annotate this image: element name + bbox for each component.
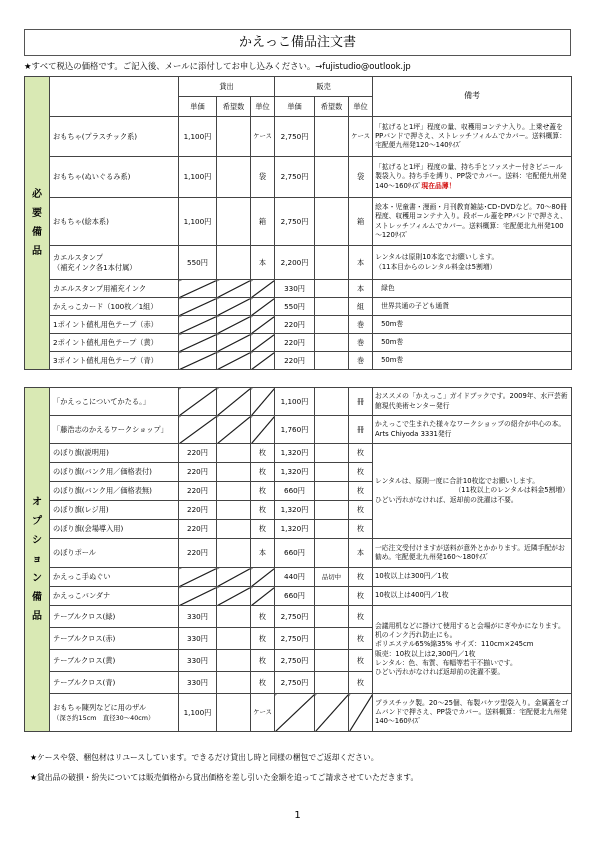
price-notice: ★すべて税込の価格です。ご記入後、メールに添付してお申し込みください。→fujistudio@outlook.jp [24,61,411,71]
remarks-text: レンタルは原則10本迄でお願いします。 [375,253,499,262]
header-rental-unit: 単位 [251,97,275,117]
sale-unit: 本 [349,280,373,298]
item-name: カエルスタンプ用補充インク [50,280,179,298]
sale-qty-cell[interactable] [315,672,349,694]
rental-na-cell [217,316,251,334]
sale-qty-cell[interactable] [315,463,349,482]
sale-price: 1,320円 [275,463,315,482]
footer-note-reuse: ★ケースや袋、梱包材はリユースしています。できるだけ貸出し時と同様の梱包でご返却ください。 [30,753,379,762]
remarks [373,246,572,280]
category-char: プ [32,516,42,527]
remarks: 50m巻 [373,334,572,352]
rental-price: 1,100円 [179,157,217,198]
rental-na-cell [251,416,275,444]
rental-price: 330円 [179,650,217,672]
sale-price: 1,320円 [275,520,315,539]
rental-price: 220円 [179,539,217,568]
sale-unit: 枚 [349,444,373,463]
sale-qty-cell[interactable] [315,198,349,246]
rental-unit: 本 [251,539,275,568]
remarks: 50m巻 [373,316,572,334]
item-name: かえっこ手ぬぐい [50,568,179,587]
item-name: のぼり旗(バンク用／価格表無) [50,482,179,501]
rental-qty-cell[interactable] [217,606,251,628]
table-row [25,352,572,370]
page-number: 1 [294,810,301,821]
sale-unit: 巻 [349,334,373,352]
category-char: 備 [32,592,42,603]
rental-na-cell [179,568,217,587]
sold-out-label: 品切中 [315,568,349,587]
rental-na-cell [217,568,251,587]
sale-price: 2,750円 [275,157,315,198]
category-char: 備 [32,227,42,238]
required-items-table [24,76,572,370]
category-char: 必 [32,189,42,200]
sale-price: 220円 [275,316,315,334]
sale-price: 220円 [275,334,315,352]
rental-na-cell [251,334,275,352]
category-char: 品 [32,611,42,622]
table-row [25,198,572,246]
header-rental-price: 単価 [179,97,217,117]
rental-price: 1,100円 [179,694,217,732]
table-row [25,606,572,628]
sale-qty-cell[interactable] [315,444,349,463]
item-name: かえっこバンダナ [50,587,179,606]
rental-na-cell [179,316,217,334]
remarks-text: 「拡げると1坪」程度の量、持ち手とファスナー付きビニール製袋入り。持ち手を縛り、PP袋でカバー。送料：宅配便九州発140～160ｻｲｽﾞ [375,163,567,190]
table-row [25,416,572,444]
table-row [25,246,572,280]
remarks-subtext: （11本目からのレンタル料金は5割増） [375,262,497,271]
rental-na-cell [217,298,251,316]
table-row [25,117,572,157]
rental-price: 1,100円 [179,198,217,246]
sale-unit: 枚 [349,463,373,482]
sale-qty-cell[interactable] [315,628,349,650]
sale-qty-cell[interactable] [315,334,349,352]
sale-price: 220円 [275,352,315,370]
item-name: テーブルクロス(青) [50,672,179,694]
rental-price: 220円 [179,501,217,520]
remarks-tablecloth [373,606,572,694]
item-name [50,246,179,280]
sale-qty-cell[interactable] [315,606,349,628]
sale-na-cell [315,694,349,732]
sale-price: 2,750円 [275,117,315,157]
sale-unit: 冊 [349,388,373,416]
rental-qty-cell[interactable] [217,246,251,280]
rental-unit: 枚 [251,482,275,501]
rental-price: 220円 [179,482,217,501]
rental-na-cell [251,280,275,298]
rental-na-cell [179,334,217,352]
header-rental: 貸出 [179,77,275,97]
table-row [25,539,572,568]
category-char: シ [32,535,42,546]
sale-qty-cell[interactable] [315,587,349,606]
rental-unit: 枚 [251,520,275,539]
item-name: のぼり旗(バンク用／価格表付) [50,463,179,482]
sale-unit: 巻 [349,352,373,370]
category-optional-label [32,493,42,626]
sale-qty-cell[interactable] [315,117,349,157]
header-blank [50,77,179,117]
rental-price: 1,100円 [179,117,217,157]
sale-unit: 枚 [349,672,373,694]
rental-qty-cell[interactable] [217,198,251,246]
footer-note-damage: ★貸出品の破損・紛失については販売価格から貸出価格を差し引いた金額を追ってご請求させていただきます。 [30,773,419,782]
remarks-line: 会議用机などに掛けて使用すると会場がにぎやかになります。机のインク汚れ防止にも。 [375,621,565,640]
optional-items-table [24,387,572,732]
sale-na-cell [349,694,373,732]
remarks: プラスチック製。20～25個、布製バケツ型袋入り。金属蓋をゴムバンドで押さえ、PP袋でカバー。送料概算：宅配便北九州発140～160ｻｲｽﾞ [373,694,572,732]
rental-price: 220円 [179,444,217,463]
item-name [50,694,179,732]
remarks: おススメの「かえっこ」ガイドブックです。2009年、水戸芸術館現代美術センター発行 [373,388,572,416]
rental-qty-cell[interactable] [217,694,251,732]
table-row [25,298,572,316]
sale-unit: 枚 [349,628,373,650]
table-row [25,444,572,463]
item-name-sub: （深さ約15cm 直径30～40cm） [53,713,155,722]
rental-unit: 袋 [251,157,275,198]
rental-qty-cell[interactable] [217,628,251,650]
table-row [25,587,572,606]
sale-qty-cell[interactable] [315,650,349,672]
item-name: のぼりポール [50,539,179,568]
sale-price: 660円 [275,539,315,568]
sale-unit: 箱 [349,198,373,246]
page-title: かえっこ備品注文書 [24,29,571,56]
sale-price: 2,750円 [275,650,315,672]
rental-unit: 本 [251,246,275,280]
item-name: 1ポイント値札用色テープ（赤） [50,316,179,334]
rental-price: 330円 [179,672,217,694]
table-row [25,388,572,416]
item-name: かえっこカード（100枚／1組） [50,298,179,316]
rental-unit: 枚 [251,628,275,650]
remarks-line: ひどい汚れがなければ、返却前の洗濯は不要。 [375,495,518,504]
remarks: 一応注文受付けますが送料が意外とかかります。近隣手配がお勧め。宅配便北九州発160～180ｻｲｽﾞ [373,539,572,568]
sale-qty-cell[interactable] [315,246,349,280]
rental-na-cell [251,298,275,316]
remarks-line: 販売：10枚以上は2,300円／1枚 [375,649,476,658]
sale-unit: 枚 [349,501,373,520]
rental-na-cell [217,388,251,416]
header-sale-price: 単価 [275,97,315,117]
sale-qty-cell[interactable] [315,298,349,316]
sale-price: 1,320円 [275,501,315,520]
category-char: ン [32,573,42,584]
remarks-nobori [373,444,572,539]
table-row [25,568,572,587]
category-char: 品 [32,246,42,257]
sale-qty-cell[interactable] [315,520,349,539]
rental-unit: 枚 [251,463,275,482]
rental-qty-cell[interactable] [217,672,251,694]
rental-unit: ケース [251,694,275,732]
rental-na-cell [217,587,251,606]
sale-price: 550円 [275,298,315,316]
sale-price: 1,100円 [275,388,315,416]
rental-na-cell [251,316,275,334]
sale-price: 1,760円 [275,416,315,444]
rental-qty-cell[interactable] [217,117,251,157]
rental-unit: 枚 [251,650,275,672]
rental-qty-cell[interactable] [217,520,251,539]
sale-unit: 組 [349,298,373,316]
rental-qty-cell[interactable] [217,501,251,520]
category-char: オ [32,497,42,508]
item-name: のぼり旗(会場導入用) [50,520,179,539]
rental-qty-cell[interactable] [217,482,251,501]
sale-unit: 本 [349,246,373,280]
sale-price: 330円 [275,280,315,298]
remarks: 絵本・児童書・漫画・月刊教育雑誌･CD･DVDなど。70～80冊程度、収穫用コンテナ入り。段ボール蓋をPPバンドで押さえ、ストレッチフィルムでカバー。送料概算：宅配便北九州発100～120ｻｲｽﾞ [373,198,572,246]
sale-price: 2,750円 [275,628,315,650]
sale-qty-cell[interactable] [315,316,349,334]
remarks-line: （11枚以上のレンタルは料金5割増） [454,486,569,495]
rental-unit: 枚 [251,606,275,628]
rental-price: 550円 [179,246,217,280]
rental-na-cell [251,352,275,370]
rental-na-cell [179,298,217,316]
sale-price: 2,750円 [275,606,315,628]
rental-qty-cell[interactable] [217,650,251,672]
table-row [25,280,572,298]
header-sale-unit: 単位 [349,97,373,117]
category-char: 要 [32,208,42,219]
rental-na-cell [179,388,217,416]
item-name: のぼり旗(説明用) [50,444,179,463]
category-optional [25,388,50,732]
item-name: のぼり旗(レジ用) [50,501,179,520]
remarks [373,157,572,198]
item-name-main: おもちゃ陳列などに用のザル [53,703,147,712]
low-stock-label: 現在品薄！ [421,181,456,190]
sale-price: 2,200円 [275,246,315,280]
sale-unit: 枚 [349,482,373,501]
rental-qty-cell[interactable] [217,444,251,463]
header-sale: 販売 [275,77,373,97]
item-name: おもちゃ(絵本系) [50,198,179,246]
item-name: 2ポイント値札用色テープ（黄） [50,334,179,352]
rental-unit: ケース [251,117,275,157]
item-name-sub: （補充インク各1本付属） [53,262,137,272]
sale-qty-cell[interactable] [315,280,349,298]
rental-na-cell [179,280,217,298]
rental-qty-cell[interactable] [217,157,251,198]
header-sale-qty: 希望数 [315,97,349,117]
remarks-line: レンタルは、原則一度に合計10枚迄でお願いします。 [375,477,539,486]
sale-qty-cell[interactable] [315,157,349,198]
item-name: 「藤浩志のかえるワークショップ」 [50,416,179,444]
sale-unit: ケース [349,117,373,157]
item-name: 「かえっこについてかたる。」 [50,388,179,416]
rental-qty-cell[interactable] [217,539,251,568]
remarks: 「拡げると1坪」程度の量、収穫用コンテナ入り。上乗せ蓋をPPバンドで押さえ、ストレッチフィルムでカバー。送料概算：宅配便九州発120～140ｻｲｽﾞ [373,117,572,157]
rental-na-cell [217,416,251,444]
sale-qty-cell[interactable] [315,388,349,416]
sale-qty-cell[interactable] [315,501,349,520]
sale-qty-cell[interactable] [315,352,349,370]
table-row [25,694,572,732]
rental-unit: 枚 [251,672,275,694]
sale-price: 2,750円 [275,672,315,694]
rental-unit: 枚 [251,501,275,520]
item-name: 3ポイント値札用色テープ（青） [50,352,179,370]
sale-qty-cell[interactable] [315,482,349,501]
sale-price: 1,320円 [275,444,315,463]
sale-unit: 巻 [349,316,373,334]
item-name: おもちゃ(ぬいぐるみ系) [50,157,179,198]
rental-price: 330円 [179,606,217,628]
sale-unit: 枚 [349,606,373,628]
header-rental-qty: 希望数 [217,97,251,117]
sale-qty-cell[interactable] [315,539,349,568]
sale-price: 440円 [275,568,315,587]
remarks-line: ひどい汚れがなければ返却前の洗濯不要。 [375,667,505,676]
category-required [25,77,50,370]
sale-price: 2,750円 [275,198,315,246]
rental-na-cell [179,416,217,444]
rental-na-cell [179,587,217,606]
remarks: 50m巻 [373,352,572,370]
rental-unit: 枚 [251,444,275,463]
item-name: おもちゃ(プラスチック系) [50,117,179,157]
rental-price: 330円 [179,628,217,650]
rental-price: 220円 [179,463,217,482]
sale-unit: 枚 [349,650,373,672]
category-char: ョ [32,554,42,565]
sale-price: 660円 [275,587,315,606]
rental-na-cell [217,352,251,370]
sale-unit: 本 [349,539,373,568]
rental-na-cell [251,388,275,416]
remarks-line: レンタル：色、布質、布幅等若干不揃いです。 [375,658,517,667]
item-name: テーブルクロス(緑) [50,606,179,628]
item-name: テーブルクロス(赤) [50,628,179,650]
remarks: 世界共通の子ども通貨 [373,298,572,316]
sale-unit: 枚 [349,568,373,587]
table-row [25,316,572,334]
rental-na-cell [217,334,251,352]
rental-price: 220円 [179,520,217,539]
remarks: 10枚以上は400円／1枚 [373,587,572,606]
sale-unit: 袋 [349,157,373,198]
header-remarks: 備考 [373,77,572,117]
sale-unit: 枚 [349,520,373,539]
remarks: 緑色 [373,280,572,298]
sale-na-cell [275,694,315,732]
sale-unit: 枚 [349,587,373,606]
rental-na-cell [179,352,217,370]
remarks: 10枚以上は300円／1枚 [373,568,572,587]
table-row [25,157,572,198]
sale-unit: 冊 [349,416,373,444]
rental-unit: 箱 [251,198,275,246]
sale-price: 660円 [275,482,315,501]
table-row [25,334,572,352]
rental-na-cell [251,587,275,606]
item-name-main: カエルスタンプ [53,253,104,262]
category-required-label [32,185,42,261]
item-name: テーブルクロス(黄) [50,650,179,672]
rental-na-cell [251,568,275,587]
remarks: かえっこで生まれた様々なワークショップの紹介が中心の本。Arts Chiyoda 3331発行 [373,416,572,444]
sale-qty-cell[interactable] [315,416,349,444]
rental-na-cell [217,280,251,298]
rental-qty-cell[interactable] [217,463,251,482]
remarks-line: ポリエステル65%綿35% サイズ：110cm×245cm [375,640,534,649]
